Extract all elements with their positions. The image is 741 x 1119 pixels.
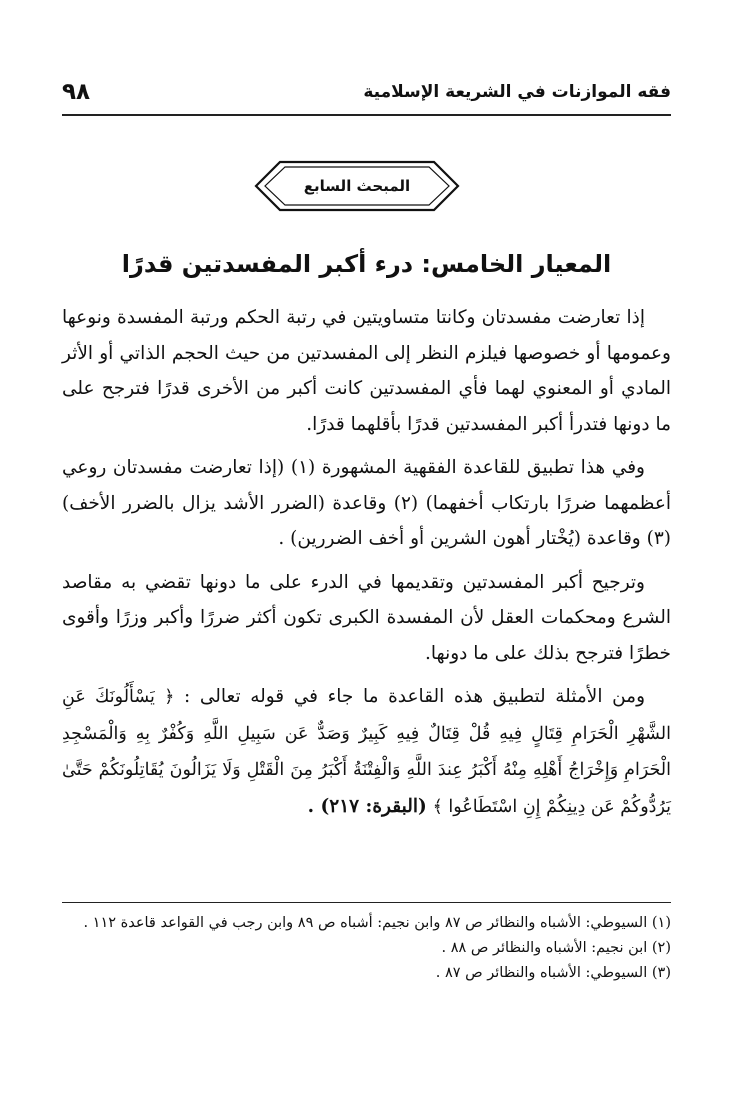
footnote: (٢) ابن نجيم: الأشباه والنظائر ص ٨٨ .	[441, 940, 671, 956]
footnote: (٣) السيوطي: الأشباه والنظائر ص ٨٧ .	[435, 965, 671, 981]
footnotes	[62, 902, 671, 986]
example-paragraph	[62, 679, 671, 825]
main-heading: المعيار الخامس: درء أكبر المفسدتين قدرًا	[121, 250, 612, 278]
body-text	[62, 300, 671, 833]
section-badge-label: المبحث السابع	[303, 177, 411, 195]
section-badge	[252, 158, 462, 214]
verse-citation: (البقرة: ٢١٧) .	[307, 795, 427, 817]
paragraph: وترجيح أكبر المفسدتين وتقديمها في الدرء على ما دونها تقضي به مقاصد الشرع ومحكمات العقل لأن المفسدة الكبرى تكون أكثر ضررًا وأكبر وزرًا وأقوى خطرًا فترجح بذلك على ما دونها.	[62, 571, 671, 664]
footnote: (١) السيوطي: الأشباه والنظائر ص ٨٧ وابن نجيم: أشباه ص ٨٩ وابن رجب في القواعد قاعدة ١١٢ .	[83, 915, 671, 931]
paragraph: إذا تعارضت مفسدتان وكانتا متساويتين في رتبة الحكم ورتبة المفسدة ونوعها وعمومها أو خصوصها فيلزم النظر إلى المفسدتين من حيث الحجم الذاتي أو الأثر المادي أو المعنوي لهما فأي المفسدتين كانت أكبر من الأخرى قدرًا فترجح على ما دونها فتدرأ أكبر المفسدتين قدرًا بأقلهما قدرًا.	[62, 307, 671, 435]
page-number: ٩٨	[62, 79, 91, 105]
paragraph: وفي هذا تطبيق للقاعدة الفقهية المشهورة (١) (إذا تعارضت مفسدتان روعي أعظمهما ضررًا بارتكاب أخفهما) (٢) وقاعدة (الضرر الأشد يزال بالضرر الأخف) (٣) وقاعدة (يُخْتار أهون الشرين أو أخف الضررين) .	[62, 457, 671, 549]
example-intro: ومن الأمثلة لتطبيق هذه القاعدة ما جاء في قوله تعالى :	[184, 686, 646, 707]
quran-verse: ﴿ يَسْأَلُونَكَ عَنِ الشَّهْرِ الْحَرَامِ قِتَالٍ فِيهِ قُلْ قِتَالٌ فِيهِ كَبِيرٌ وَصَدٌّ عَن سَبِيلِ اللَّهِ وَكُفْرٌ بِهِ وَالْمَسْجِدِ الْحَرَامِ وَإِخْرَاجُ أَهْلِهِ مِنْهُ أَكْبَرُ عِندَ اللَّهِ وَالْفِتْنَةُ أَكْبَرُ مِنَ الْقَتْلِ وَلَا يَزَالُونَ يُقَاتِلُونَكُمْ حَتَّىٰ يَرُدُّوكُمْ عَن دِينِكُمْ إِنِ اسْتَطَاعُوا ﴾	[62, 687, 671, 817]
running-header	[62, 70, 671, 116]
book-title: فقه الموازنات في الشريعة الإسلامية	[363, 82, 671, 102]
